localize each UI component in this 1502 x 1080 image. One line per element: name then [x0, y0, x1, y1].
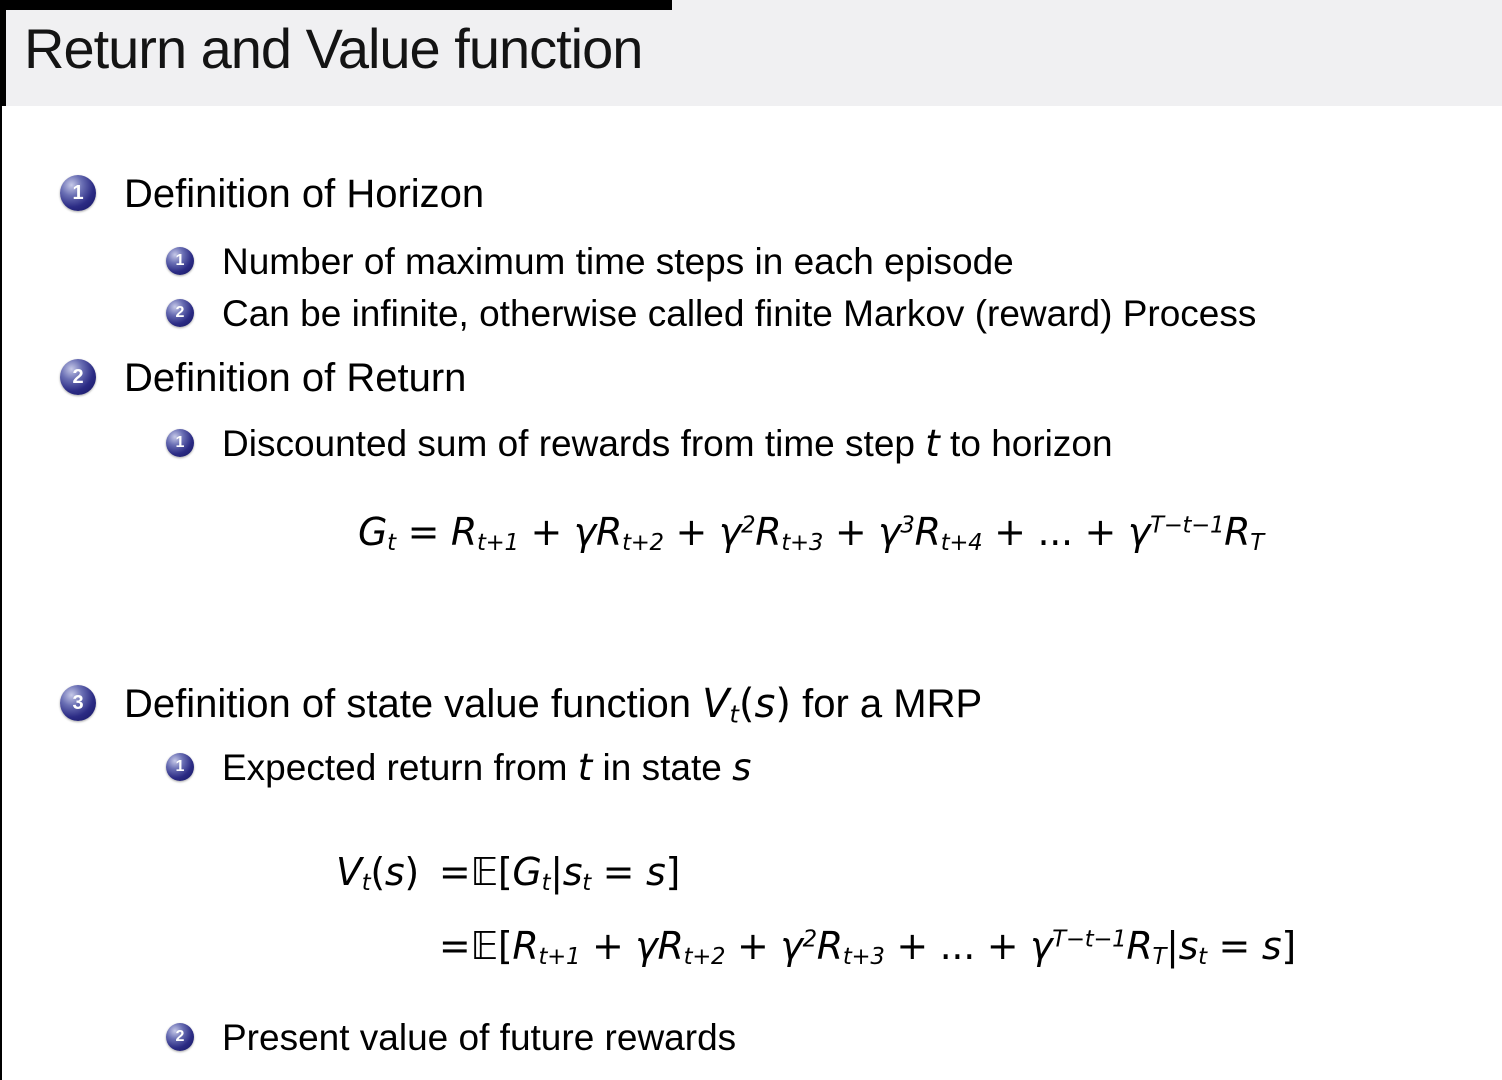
enumeration-ball: 2	[60, 359, 96, 395]
list-item-label: Definition of state value function Vt(s) for a MRP	[124, 681, 983, 729]
list-subitem-label: Discounted sum of rewards from time step t to horizon	[222, 422, 1113, 465]
enumeration-ball: 2	[166, 1023, 194, 1051]
list-subitem-present-value	[166, 1016, 736, 1060]
list-subitem-label: Expected return from t in state s	[222, 746, 752, 789]
list-subitem-label: Present value of future rewards	[222, 1017, 737, 1058]
math-vts: Vt(s)	[702, 681, 791, 729]
slide-title: Return and Value function	[24, 17, 643, 80]
enumeration-ball: 1	[166, 429, 194, 457]
equation-line1-rhs: =𝔼[Gt|st = s]	[438, 850, 680, 897]
equation-line2-rhs: =𝔼[Rt+1 + $\gamma Rt+2 + \gamma^2Rt+3$ + ... + $\gamma^{T-t-1}RT|st = s$]	[438, 924, 1296, 971]
enumeration-ball: 2	[166, 299, 194, 327]
list-item-label: Definition of Horizon	[124, 172, 485, 216]
list-item-label: Definition of Return	[124, 356, 467, 400]
list-subitem-expected-return	[166, 746, 751, 790]
list-item-horizon	[60, 170, 484, 218]
math-var-t: t	[925, 422, 940, 465]
letterbox-bar-top	[0, 0, 672, 10]
list-subitem-label: Number of maximum time steps in each episode	[222, 241, 1014, 282]
left-edge-line	[0, 0, 2, 1080]
enumeration-ball: 1	[60, 175, 96, 211]
enumeration-ball: 3	[60, 685, 96, 721]
list-item-return	[60, 354, 466, 402]
enumeration-ball: 1	[166, 753, 194, 781]
math-var-s: s	[732, 746, 752, 789]
math-var-t: t	[577, 746, 593, 789]
equation-lhs: Vt(s)	[336, 850, 419, 897]
list-subitem-infinite	[166, 292, 1256, 336]
equation-value-function	[336, 850, 1296, 970]
equation-return-gt: $Gt = Rt+1 + \gamma Rt+2 + \gamma^2Rt+3 + \gamma^3Rt+4$ + ... + $\gamma^{T-t-1}RT$	[358, 510, 1264, 557]
equation-lhs-empty	[336, 924, 439, 970]
slide-header	[0, 0, 1502, 106]
enumeration-ball: 1	[166, 247, 194, 275]
list-subitem-discounted-sum	[166, 422, 1113, 466]
list-subitem-max-steps	[166, 240, 1014, 284]
list-item-value-function	[60, 680, 982, 729]
list-subitem-label: Can be infinite, otherwise called finite Markov (reward) Process	[222, 293, 1257, 334]
